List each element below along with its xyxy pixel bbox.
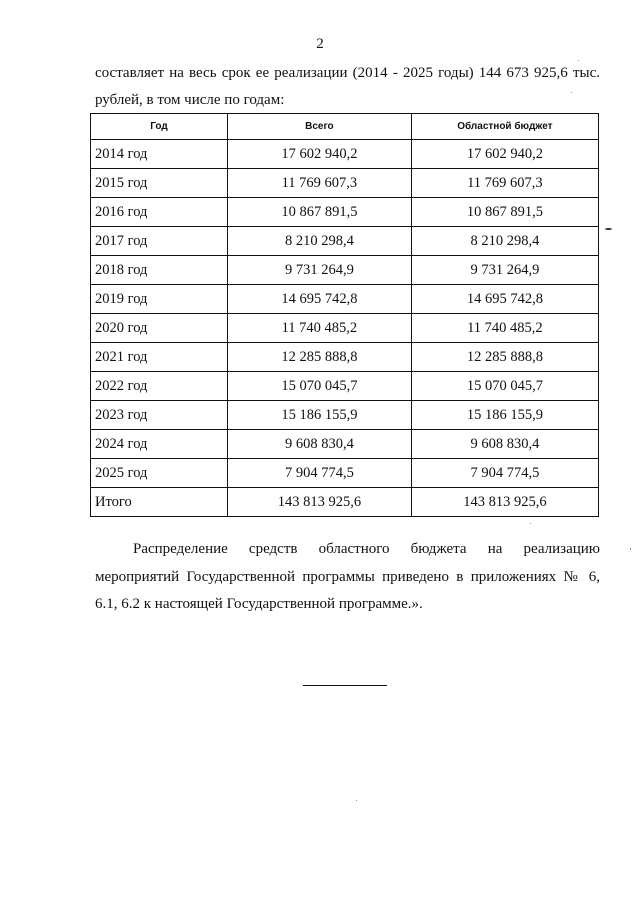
table-row	[91, 488, 599, 517]
outro-line-2: мероприятий Государственной программы приведено в приложениях № 6,	[95, 568, 600, 585]
table-row	[91, 227, 599, 256]
intro-line-2: рублей, в том числе по годам:	[95, 92, 285, 108]
cell-regional-budget: 8 210 298,4	[411, 227, 598, 256]
outro-paragraph	[95, 536, 600, 619]
scan-speck	[530, 523, 531, 524]
cell-total: 15 186 155,9	[227, 401, 411, 430]
cell-year: 2020 год	[91, 314, 228, 343]
cell-year: Итого	[91, 488, 228, 517]
cell-regional-budget: 15 070 045,7	[411, 372, 598, 401]
cell-year: 2017 год	[91, 227, 228, 256]
table-header-row	[91, 114, 599, 140]
cell-regional-budget: 14 695 742,8	[411, 285, 598, 314]
intro-line-1: составляет на весь срок ее реализации (2014 - 2025 годы) 144 673 925,6 тыс.	[95, 65, 600, 81]
cell-regional-budget: 12 285 888,8	[411, 343, 598, 372]
header-total: Всего	[227, 114, 411, 140]
cell-regional-budget: 11 769 607,3	[411, 169, 598, 198]
cell-regional-budget: 143 813 925,6	[411, 488, 598, 517]
outro-line-1: Распределение средств областного бюджета на реализацию	[133, 541, 600, 557]
table-row	[91, 140, 599, 169]
cell-regional-budget: 11 740 485,2	[411, 314, 598, 343]
header-year: Год	[91, 114, 228, 140]
cell-year: 2019 год	[91, 285, 228, 314]
scan-speck	[630, 548, 631, 550]
table-row	[91, 285, 599, 314]
header-regional-budget: Областной бюджет	[411, 114, 598, 140]
cell-regional-budget: 9 731 264,9	[411, 256, 598, 285]
cell-total: 15 070 045,7	[227, 372, 411, 401]
cell-year: 2021 год	[91, 343, 228, 372]
cell-regional-budget: 7 904 774,5	[411, 459, 598, 488]
cell-year: 2022 год	[91, 372, 228, 401]
end-of-text-rule	[303, 685, 387, 686]
table-row	[91, 430, 599, 459]
cell-regional-budget: 10 867 891,5	[411, 198, 598, 227]
table-row	[91, 343, 599, 372]
cell-year: 2018 год	[91, 256, 228, 285]
table-row	[91, 169, 599, 198]
table-row	[91, 401, 599, 430]
page-number: 2	[316, 36, 324, 52]
cell-total: 11 740 485,2	[227, 314, 411, 343]
cell-total: 9 608 830,4	[227, 430, 411, 459]
cell-total: 11 769 607,3	[227, 169, 411, 198]
cell-total: 143 813 925,6	[227, 488, 411, 517]
table-body	[91, 140, 599, 517]
cell-year: 2014 год	[91, 140, 228, 169]
cell-regional-budget: 9 608 830,4	[411, 430, 598, 459]
cell-total: 7 904 774,5	[227, 459, 411, 488]
table-row	[91, 459, 599, 488]
cell-total: 12 285 888,8	[227, 343, 411, 372]
cell-year: 2023 год	[91, 401, 228, 430]
table-row	[91, 256, 599, 285]
scan-speck	[605, 228, 612, 230]
cell-total: 14 695 742,8	[227, 285, 411, 314]
outro-line-3: 6.1, 6.2 к настоящей Государственной программе.».	[95, 596, 423, 612]
scan-speck	[356, 800, 357, 801]
scan-speck	[578, 60, 579, 61]
cell-year: 2016 год	[91, 198, 228, 227]
table-row	[91, 314, 599, 343]
cell-year: 2024 год	[91, 430, 228, 459]
cell-year: 2025 год	[91, 459, 228, 488]
cell-total: 9 731 264,9	[227, 256, 411, 285]
cell-regional-budget: 15 186 155,9	[411, 401, 598, 430]
cell-total: 10 867 891,5	[227, 198, 411, 227]
cell-total: 17 602 940,2	[227, 140, 411, 169]
cell-regional-budget: 17 602 940,2	[411, 140, 598, 169]
intro-paragraph	[95, 60, 600, 114]
scan-speck	[571, 92, 572, 93]
table-row	[91, 372, 599, 401]
cell-total: 8 210 298,4	[227, 227, 411, 256]
cell-year: 2015 год	[91, 169, 228, 198]
funding-table	[90, 113, 599, 517]
table-row	[91, 198, 599, 227]
